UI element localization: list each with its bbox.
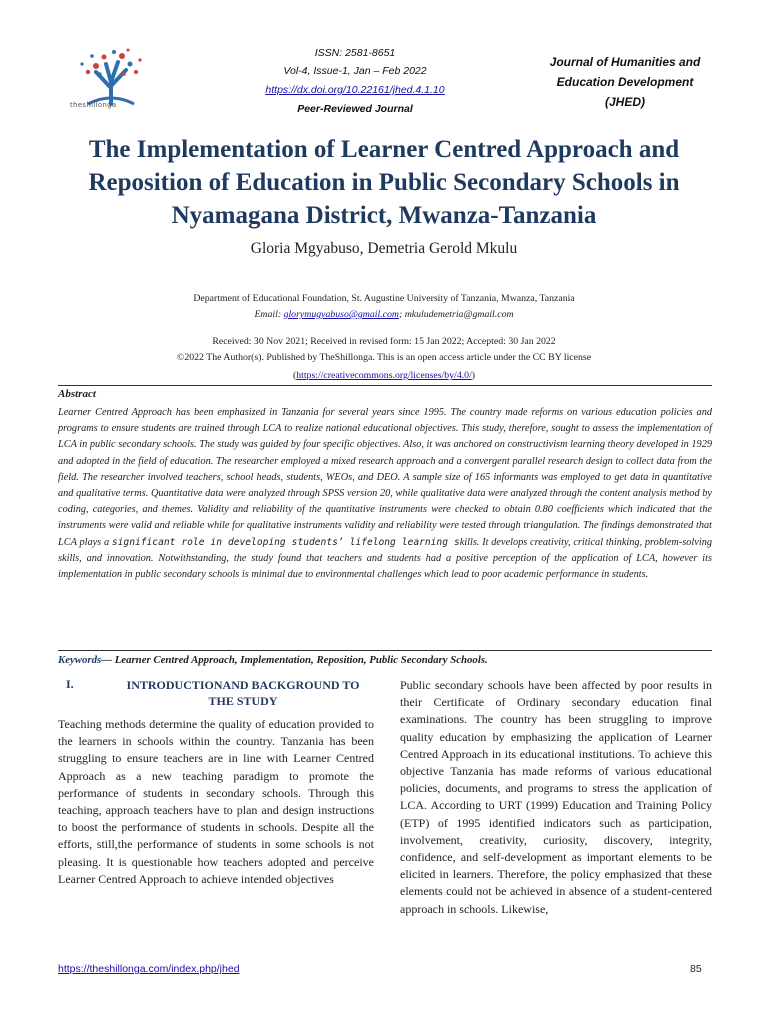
paper-title: The Implementation of Learner Centred Approach and Reposition of Education in Public Secondary Schools in Nyamagana District, Mwanza-Tanzania: [88, 136, 680, 229]
left-column-text: Teaching methods determine the quality of education provided to the learners in schools within the country. Tanzania has been struggling to ensure teachers are in line with Learner Centred Approach as a new teaching paradigm to promote the performance of students in secondary schools. Through this teaching, approach teachers have to plan and design instructions to boost the performance of students in schools. Despite all the efforts, still,the performance of students in some schools is not pleasing. It is questionable how teachers adopted and perceive Learner Centred Approach to achieve intended objectives: [58, 717, 374, 886]
email-link[interactable]: glorymugyabuso@gmail.com: [283, 309, 399, 320]
license-url: (https://creativecommons.org/licenses/by/4.0/): [292, 370, 476, 381]
divider-top: [58, 385, 712, 386]
issn: ISSN: 2581-8651: [314, 47, 396, 59]
volume-issue: Vol-4, Issue-1, Jan – Feb 2022: [283, 65, 427, 77]
received-dates: Received: 30 Nov 2021; Received in revised form: 15 Jan 2022; Accepted: 30 Jan 2022: [212, 336, 556, 347]
peer-reviewed-label: Peer-Reviewed Journal: [297, 103, 413, 115]
page-number: 85: [690, 963, 702, 975]
emails: Email: glorymugyabuso@gmail.com; mkuludemetria@gmail.com: [254, 309, 514, 320]
affiliation: Department of Educational Foundation, St. Augustine University of Tanzania, Mwanza, Tanzania: [193, 293, 575, 304]
right-column-text: Public secondary schools have been affected by poor results in their Certificate of Ordinary secondary education final examinations. The country has been struggling to improve quality education by emphasizing the application of Learner Centred Approach in its educational institutions. To achieve this objective Tanzania has made reforms of various educational policies, documents, and programs to stress the application of LCA. According to URT (1999) Education and Training Policy (ETP) of 1995 identified indicators such as participation, involvement, creativity, curiosity, discovery, integrity, confidence, and self-development as important elements to be elicited in learners. Therefore, the policy emphasized that these elements could not be achieved in absence of a student-centered approach in schools. Likewise,: [400, 678, 712, 916]
doi-link[interactable]: https://dx.doi.org/10.22161/jhed.4.1.10: [265, 84, 445, 96]
license-link[interactable]: https://creativecommons.org/licenses/by/4.0/: [296, 370, 472, 381]
footer-journal-link[interactable]: https://theshillonga.com/index.php/jhed: [58, 963, 240, 975]
authors: Gloria Mgyabuso, Demetria Gerold Mkulu: [250, 240, 518, 257]
license-text: ©2022 The Author(s). Published by TheShillonga. This is an open access article under the CC BY license: [176, 352, 592, 363]
divider-bottom: [58, 650, 712, 651]
section-title: INTRODUCTIONAND BACKGROUND TO THE STUDY: [126, 678, 360, 708]
abstract-body: Learner Centred Approach has been emphasized in Tanzania for several years since 1995. The country made reforms on various education policies and programs to ensure students are trained through LCA to realize national educational objectives. This study, therefore, sought to assess the implementation of LCA in public secondary schools. The study was guided by four specific objectives. Also, it was anchored on constructivism learning theory developed in 1929 and adopted in the field of education. The researcher employed a mixed research approach and a convergent parallel research design to collect data from the field. The researcher involved teachers, school heads, students, WEOs, and DEO. A sample size of 165 informants was employed to get data in quantitative and qualitative terms. Quantitative data were analyzed through SPSS version 20, while qualitative data were analyzed through the content analysis method by coding, categories, and themes. Validity and reliability of the quantitative instruments were checked to obtain 0.80 coefficients which indicated that the instruments were valid and reliable while for qualitative instruments validity and reliability were tested through triangulation. The findings demonstrated that LCA plays a significant role in developing students’ lifelong learning skills. It develops creativity, critical thinking, problem-solving skills, and innovation. Notwithstanding, the study found that teachers and students had a positive perception of the application of LCA, however its implementation in public secondary schools is minimal due to environmental challenges which lead to poor academic performance in students.: [58, 407, 713, 581]
keywords: Keywords— Learner Centred Approach, Implementation, Reposition, Public Secondary Schools.: [58, 654, 488, 666]
journal-name: Journal of Humanities and Education Development (JHED): [549, 55, 701, 109]
section-number: I.: [66, 677, 74, 691]
logo-wordmark: theshillonga: [70, 101, 117, 109]
abstract-heading: Abstract: [58, 388, 96, 400]
